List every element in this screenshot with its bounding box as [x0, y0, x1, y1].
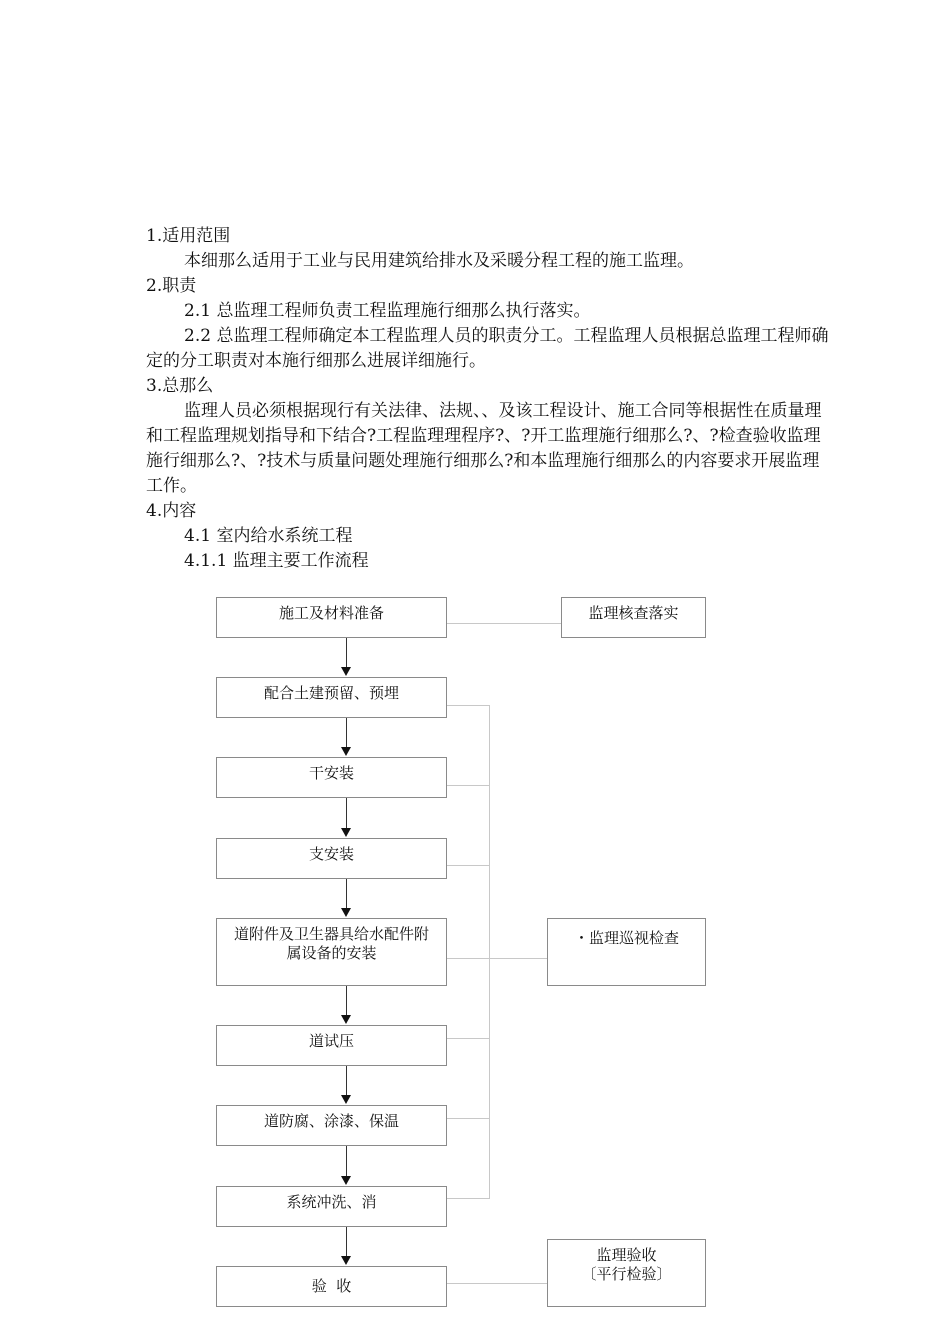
step-box-materials: 施工及材料准备	[216, 597, 447, 638]
step-box-acceptance: 验 收	[216, 1266, 447, 1307]
arrow-8-head	[341, 1256, 351, 1265]
step-box-branch-pipe: 支安装	[216, 838, 447, 879]
arrow-2-line	[346, 717, 347, 747]
arrow-5-line	[346, 985, 347, 1015]
connector-4	[446, 865, 490, 866]
arrow-5-head	[341, 1015, 351, 1024]
arrow-8-line	[346, 1226, 347, 1256]
paragraph-general: 监理人员必须根据现行有关法律、法规、、及该工程设计、施工合同等根据性在质量理和工程监理规划指导和下结合?工程监理理程序?、?开工监理施行细那么?、?检查验收监理施行细那么?、?技术与质量问题处理施行细那么?和本监理施行细那么的内容要求开展监理工作。	[146, 401, 822, 496]
supervision-acceptance-line2: 〔平行检验〕	[581, 1265, 672, 1283]
connector-8	[446, 1198, 490, 1199]
supervision-acceptance-line1: 监理验收	[596, 1246, 657, 1264]
arrow-3-line	[346, 797, 347, 828]
step-box-flushing: 系统冲洗、消	[216, 1186, 447, 1227]
step-box-anticorrosion: 道防腐、涂漆、保温	[216, 1105, 447, 1146]
supervision-acceptance-box	[547, 1239, 706, 1307]
connector-accept	[446, 1283, 548, 1284]
connector-3	[446, 785, 490, 786]
arrow-7-head	[341, 1176, 351, 1185]
arrow-1-line	[346, 637, 347, 667]
paragraph-4-1-1: 4.1.1 监理主要工作流程	[184, 551, 369, 571]
connector-check	[446, 623, 562, 624]
arrow-3-head	[341, 828, 351, 837]
connector-6	[446, 1038, 490, 1039]
paragraph-duty-2-2: 2.2 总监理工程师确定本工程监理人员的职责分工。工程监理人员根据总监理工程师确定的分工职责对本施行细那么进展详细施行。	[146, 326, 829, 371]
supervision-patrol-box: ・监理巡视检查	[547, 918, 706, 986]
arrow-6-head	[341, 1095, 351, 1104]
arrow-2-head	[341, 747, 351, 756]
connector-2	[446, 705, 490, 706]
arrow-6-line	[346, 1065, 347, 1095]
arrow-7-line	[346, 1145, 347, 1176]
connector-7	[446, 1118, 490, 1119]
connector-5	[446, 958, 548, 959]
supervision-check-box: 监理核查落实	[561, 597, 706, 638]
heading-content: 4.内容	[146, 501, 197, 521]
paragraph-duty-2-1: 2.1 总监理工程师负责工程监理施行细那么执行落实。	[184, 301, 591, 321]
heading-duties: 2.职责	[146, 276, 197, 296]
step-box-pressure-test: 道试压	[216, 1025, 447, 1066]
step-box-embedding: 配合土建预留、预埋	[216, 677, 447, 718]
heading-scope: 1.适用范围	[146, 226, 231, 246]
arrow-4-line	[346, 878, 347, 908]
paragraph-4-1: 4.1 室内给水系统工程	[184, 526, 353, 546]
step-box-fixtures: 道附件及卫生器具给水配件附属设备的安装	[216, 918, 447, 986]
connector-vertical	[489, 705, 490, 1199]
arrow-1-head	[341, 667, 351, 676]
heading-general: 3.总那么	[146, 376, 214, 396]
arrow-4-head	[341, 908, 351, 917]
step-box-main-pipe: 干安装	[216, 757, 447, 798]
paragraph-scope: 本细那么适用于工业与民用建筑给排水及采暖分程工程的施工监理。	[184, 251, 694, 271]
